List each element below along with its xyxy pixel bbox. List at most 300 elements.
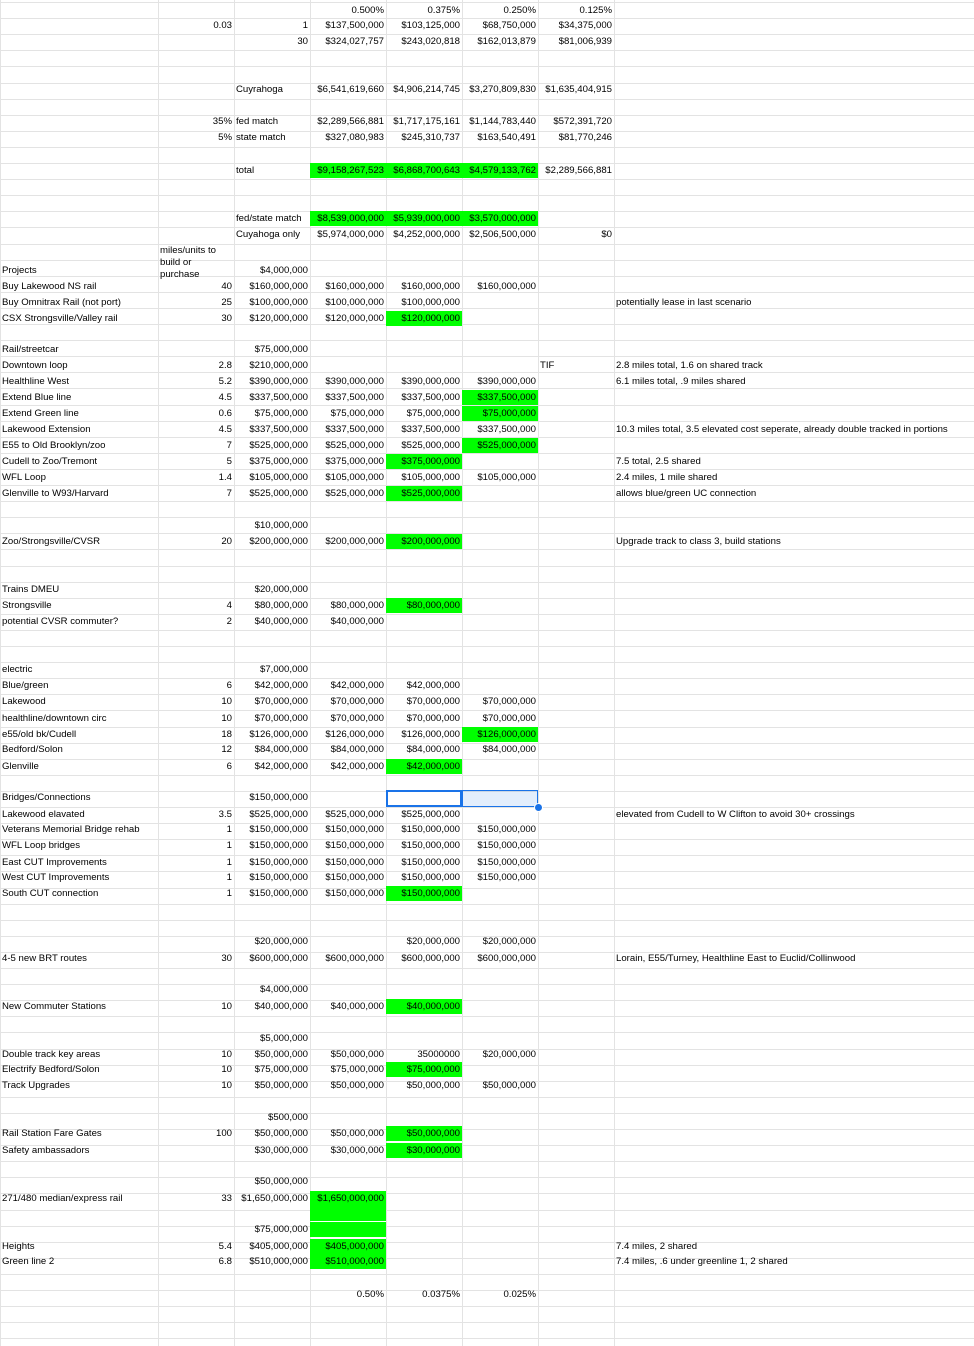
cell-scenario-2[interactable]: $105,000,000 bbox=[401, 472, 460, 483]
cell-scenario-1[interactable]: $1,650,000,000 bbox=[310, 1191, 386, 1206]
cell-scenario-1[interactable]: $105,000,000 bbox=[325, 472, 384, 483]
cell-project-name[interactable]: East CUT Improvements bbox=[2, 857, 107, 868]
cell[interactable]: $3,570,000,000 bbox=[462, 211, 538, 226]
cell[interactable]: $81,770,246 bbox=[558, 132, 612, 143]
cell-total-cost[interactable]: $525,000,000 bbox=[249, 809, 308, 820]
row-gridline bbox=[0, 66, 974, 67]
cell[interactable]: $6,541,619,660 bbox=[317, 84, 384, 95]
cell-units[interactable]: 3.5 bbox=[218, 809, 232, 820]
cell-total-cost[interactable]: $30,000,000 bbox=[254, 1145, 308, 1156]
cell-total-cost[interactable]: $42,000,000 bbox=[254, 761, 308, 772]
cell[interactable]: $245,310,737 bbox=[401, 132, 460, 143]
cell-project-name[interactable]: Buy Omnitrax Rail (not port) bbox=[2, 297, 121, 308]
cell-scenario-1[interactable]: $525,000,000 bbox=[325, 488, 384, 499]
cell-project-name[interactable]: Heights bbox=[2, 1241, 35, 1252]
cell-units[interactable]: 6.8 bbox=[218, 1256, 232, 1267]
cell-scenario-1[interactable]: $160,000,000 bbox=[325, 281, 384, 292]
cell-scenario-2[interactable]: $75,000,000 bbox=[406, 408, 460, 419]
cell-total-cost[interactable]: $150,000,000 bbox=[249, 872, 308, 883]
cell-scenario-2[interactable]: $337,500,000 bbox=[401, 392, 460, 403]
cell[interactable]: 35% bbox=[212, 116, 232, 127]
cell-scenario-3[interactable]: $600,000,000 bbox=[477, 953, 536, 964]
cell-scenario-2[interactable]: $150,000,000 bbox=[401, 840, 460, 851]
cell-project-name[interactable]: Extend Green line bbox=[2, 408, 79, 419]
cell-scenario-2[interactable]: $126,000,000 bbox=[401, 729, 460, 740]
cell-total-cost[interactable]: $126,000,000 bbox=[249, 729, 308, 740]
row-gridline bbox=[0, 904, 974, 905]
cell-project-name[interactable]: Extend Blue line bbox=[2, 392, 72, 403]
cell-units[interactable]: 1 bbox=[226, 888, 232, 899]
cell-scenario-3[interactable]: $70,000,000 bbox=[482, 713, 536, 724]
cell-scenario-1[interactable]: $337,500,000 bbox=[325, 424, 384, 435]
cell-total-cost[interactable]: $20,000,000 bbox=[254, 936, 308, 947]
cell-units[interactable]: 5.4 bbox=[218, 1241, 232, 1252]
cell-scenario-1[interactable]: $70,000,000 bbox=[330, 696, 384, 707]
cell-scenario-2[interactable]: $70,000,000 bbox=[406, 713, 460, 724]
cell-units[interactable]: 25 bbox=[221, 297, 232, 308]
cell-total-cost[interactable]: $50,000,000 bbox=[254, 1080, 308, 1091]
cell-scenario-1[interactable]: $405,000,000 bbox=[310, 1239, 386, 1254]
cell-scenario-2[interactable]: $50,000,000 bbox=[406, 1080, 460, 1091]
cell[interactable]: $1,144,783,440 bbox=[469, 116, 536, 127]
cell-project-name[interactable]: Green line 2 bbox=[2, 1256, 55, 1267]
cell-project-name[interactable]: Lakewood elavated bbox=[2, 809, 85, 820]
cell-note[interactable]: potentially lease in last scenario bbox=[616, 297, 752, 308]
cell-units[interactable]: 7 bbox=[226, 440, 232, 451]
cell-total-cost[interactable]: $525,000,000 bbox=[249, 440, 308, 451]
cell-project-name[interactable]: Healthline West bbox=[2, 376, 70, 387]
cell-scenario-2[interactable]: $525,000,000 bbox=[401, 440, 460, 451]
cell-scenario-1[interactable]: $40,000,000 bbox=[330, 1001, 384, 1012]
row-gridline bbox=[0, 1322, 974, 1323]
cell-project-name[interactable]: Rail/streetcar bbox=[2, 344, 59, 355]
cell-project-name[interactable]: WFL Loop bridges bbox=[2, 840, 81, 851]
cell-note[interactable]: Lorain, E55/Turney, Healthline East to Euclid/Collinwood bbox=[616, 953, 856, 964]
cell-units[interactable]: 4 bbox=[226, 600, 232, 611]
cell-scenario-3[interactable]: $126,000,000 bbox=[462, 727, 538, 742]
cell-scenario-1[interactable]: $42,000,000 bbox=[330, 680, 384, 691]
cell-units[interactable]: 1.4 bbox=[218, 472, 232, 483]
cell-units[interactable]: 1 bbox=[226, 824, 232, 835]
cell-scenario-2[interactable]: $200,000,000 bbox=[386, 534, 462, 549]
cell-project-name[interactable]: CSX Strongsville/Valley rail bbox=[2, 313, 118, 324]
cell-total-cost[interactable]: $75,000,000 bbox=[254, 1224, 308, 1235]
cell-scenario-1[interactable]: $150,000,000 bbox=[325, 888, 384, 899]
cell-footer-pct[interactable]: 0.0375% bbox=[422, 1289, 460, 1300]
cell-scenario-2[interactable]: $120,000,000 bbox=[386, 311, 462, 326]
cell[interactable]: 5% bbox=[218, 132, 232, 143]
cell-scenario-2[interactable]: $70,000,000 bbox=[406, 696, 460, 707]
cell-project-name[interactable]: Rail Station Fare Gates bbox=[2, 1128, 102, 1139]
cell-scenario-3[interactable]: $75,000,000 bbox=[462, 406, 538, 421]
cell-total-cost[interactable]: $210,000,000 bbox=[249, 360, 308, 371]
row-gridline bbox=[0, 920, 974, 921]
cell-scenario-3[interactable]: $150,000,000 bbox=[477, 872, 536, 883]
cell-total-cost[interactable]: $40,000,000 bbox=[254, 1001, 308, 1012]
cell-total-cost[interactable]: $70,000,000 bbox=[254, 696, 308, 707]
cell-scenario-2[interactable]: $50,000,000 bbox=[386, 1126, 462, 1141]
cell[interactable]: $572,391,720 bbox=[553, 116, 612, 127]
cell[interactable]: $103,125,000 bbox=[401, 20, 460, 31]
cell-scenario-2[interactable]: $375,000,000 bbox=[386, 454, 462, 469]
cell-total-cost[interactable]: $120,000,000 bbox=[249, 313, 308, 324]
cell-scenario-1[interactable]: $80,000,000 bbox=[330, 600, 384, 611]
cell-total-cost[interactable]: $150,000,000 bbox=[249, 792, 308, 803]
cell-scenario-2[interactable]: $42,000,000 bbox=[386, 759, 462, 774]
cell[interactable]: $5,939,000,000 bbox=[386, 211, 462, 226]
highlighted-empty-cell[interactable] bbox=[310, 1222, 386, 1237]
cell-project-name[interactable]: Double track key areas bbox=[2, 1049, 101, 1060]
cell-project-name[interactable]: Lakewood bbox=[2, 696, 46, 707]
cell-units[interactable]: 4.5 bbox=[218, 424, 232, 435]
cell-scenario-2[interactable]: $150,000,000 bbox=[401, 857, 460, 868]
cell[interactable]: $1,717,175,161 bbox=[393, 116, 460, 127]
cell[interactable]: $243,020,818 bbox=[401, 36, 460, 47]
cell-scenario-2[interactable]: 35000000 bbox=[417, 1049, 460, 1060]
cell-note[interactable]: 2.8 miles total, 1.6 on shared track bbox=[616, 360, 763, 371]
cell-scenario-1[interactable]: $337,500,000 bbox=[325, 392, 384, 403]
cell-project-name[interactable]: Strongsville bbox=[2, 600, 52, 611]
cell-scenario-3[interactable]: $70,000,000 bbox=[482, 696, 536, 707]
cell-total-cost[interactable]: $100,000,000 bbox=[249, 297, 308, 308]
cell-scenario-2[interactable]: $525,000,000 bbox=[386, 486, 462, 501]
cell[interactable]: $8,539,000,000 bbox=[310, 211, 386, 226]
cell[interactable]: $5,974,000,000 bbox=[317, 229, 384, 240]
cell-scenario-3[interactable]: $105,000,000 bbox=[477, 472, 536, 483]
cell[interactable]: 1 bbox=[302, 20, 308, 31]
row-gridline bbox=[0, 566, 974, 567]
cell-scenario-1[interactable]: $50,000,000 bbox=[330, 1128, 384, 1139]
cell-total-cost[interactable]: $75,000,000 bbox=[254, 1064, 308, 1075]
cell-units[interactable]: 10 bbox=[221, 1080, 232, 1091]
cell[interactable]: $2,289,566,881 bbox=[545, 165, 612, 176]
cell-scenario-1[interactable]: $40,000,000 bbox=[330, 616, 384, 627]
cell-scenario-2[interactable]: $150,000,000 bbox=[401, 824, 460, 835]
cell-note[interactable]: Upgrade track to class 3, build stations bbox=[616, 536, 781, 547]
cell-total-cost[interactable]: $150,000,000 bbox=[249, 857, 308, 868]
cell-scenario-1[interactable]: $126,000,000 bbox=[325, 729, 384, 740]
cell-scenario-2[interactable]: $80,000,000 bbox=[386, 598, 462, 613]
cell-project-name[interactable]: Safety ambassadors bbox=[2, 1145, 90, 1156]
cell-total-cost[interactable]: $500,000 bbox=[267, 1112, 308, 1123]
cell-units[interactable]: 7 bbox=[226, 488, 232, 499]
cell-scenario-2[interactable]: $390,000,000 bbox=[401, 376, 460, 387]
cell-scenario-1[interactable]: $50,000,000 bbox=[330, 1049, 384, 1060]
cell[interactable]: $2,289,566,881 bbox=[317, 116, 384, 127]
cell-scenario-1[interactable]: $150,000,000 bbox=[325, 840, 384, 851]
row-gridline bbox=[0, 1210, 974, 1211]
cell-units[interactable]: 2.8 bbox=[218, 360, 232, 371]
cell[interactable]: miles/units to bbox=[160, 245, 216, 256]
cell-total-cost[interactable]: $80,000,000 bbox=[254, 600, 308, 611]
cell[interactable]: $68,750,000 bbox=[482, 20, 536, 31]
cell-note[interactable]: 2.4 miles, 1 mile shared bbox=[616, 472, 718, 483]
cell[interactable]: $2,506,500,000 bbox=[469, 229, 536, 240]
cell-units[interactable]: 6 bbox=[226, 761, 232, 772]
cell-scenario-2[interactable]: $337,500,000 bbox=[401, 424, 460, 435]
row-gridline bbox=[0, 775, 974, 776]
cell-total-cost[interactable]: $375,000,000 bbox=[249, 456, 308, 467]
cell-total-cost[interactable]: $510,000,000 bbox=[249, 1256, 308, 1267]
cell-units[interactable]: 30 bbox=[221, 313, 232, 324]
cell-footer-pct[interactable]: 0.50% bbox=[356, 1289, 384, 1300]
cell-scenario-2[interactable]: $42,000,000 bbox=[406, 680, 460, 691]
cell-project-name[interactable]: Track Upgrades bbox=[2, 1080, 70, 1091]
cell-total-cost[interactable]: $1,650,000,000 bbox=[241, 1193, 308, 1204]
cell-scenario-3[interactable]: $160,000,000 bbox=[477, 281, 536, 292]
cell-units[interactable]: 40 bbox=[221, 281, 232, 292]
cell-project-name[interactable]: Zoo/Strongsville/CVSR bbox=[2, 536, 101, 547]
cell-scenario-1[interactable]: $375,000,000 bbox=[325, 456, 384, 467]
cell-total-cost[interactable]: $84,000,000 bbox=[254, 744, 308, 755]
cell-scenario-2[interactable]: $40,000,000 bbox=[386, 999, 462, 1014]
cell-scenario-3[interactable]: $50,000,000 bbox=[482, 1080, 536, 1091]
cell-scenario-3[interactable]: $525,000,000 bbox=[462, 438, 538, 453]
active-cell-selection[interactable] bbox=[386, 790, 462, 807]
row-gridline bbox=[0, 179, 974, 180]
cell-units[interactable]: 1 bbox=[226, 872, 232, 883]
cell-pct-header[interactable]: 0.500% bbox=[351, 5, 384, 16]
cell-units[interactable]: 20 bbox=[221, 536, 232, 547]
cell-total-cost[interactable]: $70,000,000 bbox=[254, 713, 308, 724]
cell-units[interactable]: 10 bbox=[221, 1064, 232, 1075]
cell-project-name[interactable]: electric bbox=[2, 664, 33, 675]
cell-project-name[interactable]: Bedford/Solon bbox=[2, 744, 63, 755]
cell-scenario-1[interactable]: $510,000,000 bbox=[310, 1254, 386, 1269]
cell[interactable]: $163,540,491 bbox=[477, 132, 536, 143]
cell-scenario-2[interactable]: $150,000,000 bbox=[401, 872, 460, 883]
cell-total-cost[interactable]: $160,000,000 bbox=[249, 281, 308, 292]
cell-note[interactable]: allows blue/green UC connection bbox=[616, 488, 757, 499]
cell-scenario-3[interactable]: $150,000,000 bbox=[477, 824, 536, 835]
cell-project-name[interactable]: Cudell to Zoo/Tremont bbox=[2, 456, 98, 467]
cell-scenario-3[interactable]: $337,500,000 bbox=[477, 424, 536, 435]
cell-total-cost[interactable]: $10,000,000 bbox=[254, 520, 308, 531]
cell-units[interactable]: 1 bbox=[226, 840, 232, 851]
cell-units[interactable]: 10 bbox=[221, 1049, 232, 1060]
cell-project-name[interactable]: potential CVSR commuter? bbox=[2, 616, 119, 627]
cell[interactable]: $34,375,000 bbox=[558, 20, 612, 31]
cell-scenario-1[interactable]: $390,000,000 bbox=[325, 376, 384, 387]
cell-scenario-1[interactable]: $70,000,000 bbox=[330, 713, 384, 724]
cell-units[interactable]: 5.2 bbox=[218, 376, 232, 387]
cell-units[interactable]: 2 bbox=[226, 616, 232, 627]
cell[interactable]: fed match bbox=[236, 116, 279, 127]
cell-scenario-3[interactable]: $337,500,000 bbox=[462, 390, 538, 405]
cell[interactable]: $4,906,214,745 bbox=[393, 84, 460, 95]
cell-scenario-1[interactable]: $84,000,000 bbox=[330, 744, 384, 755]
cell-footer-pct[interactable]: 0.025% bbox=[503, 1289, 536, 1300]
cell[interactable]: $162,013,879 bbox=[477, 36, 536, 47]
cell[interactable]: Cuyahoga only bbox=[236, 229, 301, 240]
cell-units[interactable]: 10 bbox=[221, 713, 232, 724]
cell-total-cost[interactable]: $150,000,000 bbox=[249, 840, 308, 851]
cell-pct-header[interactable]: 0.125% bbox=[579, 5, 612, 16]
cell-project-name[interactable]: New Commuter Stations bbox=[2, 1001, 106, 1012]
cell-scenario-3[interactable]: $150,000,000 bbox=[477, 840, 536, 851]
cell-scenario-1[interactable]: $150,000,000 bbox=[325, 872, 384, 883]
cell-scenario-1[interactable]: $200,000,000 bbox=[325, 536, 384, 547]
cell-total-cost[interactable]: $405,000,000 bbox=[249, 1241, 308, 1252]
cell-note[interactable]: 7.5 total, 2.5 shared bbox=[616, 456, 701, 467]
cell-scenario-1[interactable]: $30,000,000 bbox=[330, 1145, 384, 1156]
cell[interactable]: 30 bbox=[297, 36, 308, 47]
cell[interactable]: $4,252,000,000 bbox=[393, 229, 460, 240]
cell[interactable]: $1,635,404,915 bbox=[545, 84, 612, 95]
cell-note[interactable]: 6.1 miles total, .9 miles shared bbox=[616, 376, 746, 387]
cell-note[interactable]: 7.4 miles, .6 under greenline 1, 2 shared bbox=[616, 1256, 788, 1267]
cell-units[interactable]: 10 bbox=[221, 1001, 232, 1012]
cell-scenario-1[interactable]: $120,000,000 bbox=[325, 313, 384, 324]
cell-note[interactable]: elevated from Cudell to W Clifton to avoid 30+ crossings bbox=[616, 809, 855, 820]
cell-scenario-3[interactable]: $84,000,000 bbox=[482, 744, 536, 755]
cell-project-name[interactable]: Glenville to W93/Harvard bbox=[2, 488, 109, 499]
cell-project-name[interactable]: 4-5 new BRT routes bbox=[2, 953, 87, 964]
cell-scenario-1[interactable]: $525,000,000 bbox=[325, 809, 384, 820]
cell-units[interactable]: 10 bbox=[221, 696, 232, 707]
row-gridline bbox=[0, 1226, 974, 1227]
cell-total-cost[interactable]: $40,000,000 bbox=[254, 616, 308, 627]
cell-total-cost[interactable]: $7,000,000 bbox=[259, 664, 308, 675]
cell-project-name[interactable]: E55 to Old Brooklyn/zoo bbox=[2, 440, 106, 451]
cell[interactable]: build or bbox=[160, 257, 192, 268]
cell-units[interactable]: 18 bbox=[221, 729, 232, 740]
cell-project-name[interactable]: e55/old bk/Cudell bbox=[2, 729, 77, 740]
cell-total-cost[interactable]: $390,000,000 bbox=[249, 376, 308, 387]
cell-project-name[interactable]: Buy Lakewood NS rail bbox=[2, 281, 97, 292]
cell-total-cost[interactable]: $150,000,000 bbox=[249, 824, 308, 835]
cell-scenario-2[interactable]: $160,000,000 bbox=[401, 281, 460, 292]
cell-tif[interactable]: TIF bbox=[540, 360, 555, 371]
cell[interactable]: $4,579,133,762 bbox=[462, 163, 538, 178]
cell-units[interactable]: 12 bbox=[221, 744, 232, 755]
cell-scenario-1[interactable]: $50,000,000 bbox=[330, 1080, 384, 1091]
cell-total-cost[interactable]: $42,000,000 bbox=[254, 680, 308, 691]
cell-project-name[interactable]: Lakewood Extension bbox=[2, 424, 91, 435]
cell-project-name[interactable]: Glenville bbox=[2, 761, 39, 772]
cell-total-cost[interactable]: $337,500,000 bbox=[249, 424, 308, 435]
cell-pct-header[interactable]: 0.375% bbox=[427, 5, 460, 16]
cell[interactable]: total bbox=[236, 165, 255, 176]
cell[interactable]: $137,500,000 bbox=[325, 20, 384, 31]
cell[interactable]: $0 bbox=[601, 229, 612, 240]
fill-handle[interactable] bbox=[534, 803, 543, 812]
cell-scenario-1[interactable]: $75,000,000 bbox=[330, 408, 384, 419]
cell-total-cost[interactable]: $50,000,000 bbox=[254, 1128, 308, 1139]
row-gridline bbox=[0, 50, 974, 51]
cell-scenario-2[interactable]: $75,000,000 bbox=[386, 1062, 462, 1077]
cell-note[interactable]: 7.4 miles, 2 shared bbox=[616, 1241, 698, 1252]
selected-range[interactable] bbox=[462, 790, 538, 807]
cell[interactable]: Cuyrahoga bbox=[236, 84, 283, 95]
cell[interactable]: 0.03 bbox=[213, 20, 232, 31]
cell-units[interactable]: 1 bbox=[226, 857, 232, 868]
cell-scenario-3[interactable]: $20,000,000 bbox=[482, 936, 536, 947]
cell-scenario-2[interactable]: $30,000,000 bbox=[386, 1143, 462, 1158]
cell-scenario-1[interactable]: $150,000,000 bbox=[325, 857, 384, 868]
cell-total-cost[interactable]: $150,000,000 bbox=[249, 888, 308, 899]
cell-units[interactable]: 5 bbox=[226, 456, 232, 467]
cell-scenario-1[interactable]: $600,000,000 bbox=[325, 953, 384, 964]
cell-project-name[interactable]: West CUT Improvements bbox=[2, 872, 110, 883]
cell-project-name[interactable]: Blue/green bbox=[2, 680, 49, 691]
row-gridline bbox=[0, 968, 974, 969]
cell-project-name[interactable]: 271/480 median/express rail bbox=[2, 1193, 123, 1204]
cell[interactable]: $324,027,757 bbox=[325, 36, 384, 47]
cell-scenario-1[interactable]: $150,000,000 bbox=[325, 824, 384, 835]
cell-pct-header[interactable]: 0.250% bbox=[503, 5, 536, 16]
cell-scenario-1[interactable]: $525,000,000 bbox=[325, 440, 384, 451]
cell[interactable]: $6,868,700,643 bbox=[386, 163, 462, 178]
cell[interactable]: $3,270,809,830 bbox=[469, 84, 536, 95]
cell[interactable]: state match bbox=[236, 132, 286, 143]
row-gridline bbox=[0, 1097, 974, 1098]
cell-project-name[interactable]: Veterans Memorial Bridge rehab bbox=[2, 824, 140, 835]
cell-scenario-3[interactable]: $390,000,000 bbox=[477, 376, 536, 387]
cell-scenario-1[interactable]: $42,000,000 bbox=[330, 761, 384, 772]
cell-total-cost[interactable]: $105,000,000 bbox=[249, 472, 308, 483]
cell-units[interactable]: 30 bbox=[221, 953, 232, 964]
cell-units[interactable]: 33 bbox=[221, 1193, 232, 1204]
cell-units[interactable]: 0.6 bbox=[218, 408, 232, 419]
cell-total-cost[interactable]: $4,000,000 bbox=[259, 984, 308, 995]
cell-units[interactable]: 6 bbox=[226, 680, 232, 691]
row-gridline bbox=[0, 147, 974, 148]
cell-total-cost[interactable]: $200,000,000 bbox=[249, 536, 308, 547]
cell[interactable]: Projects bbox=[2, 265, 37, 276]
cell[interactable]: $81,006,939 bbox=[558, 36, 612, 47]
highlighted-empty-cell[interactable] bbox=[310, 1206, 386, 1221]
cell-total-cost[interactable]: $75,000,000 bbox=[254, 408, 308, 419]
cell[interactable]: $9,158,267,523 bbox=[310, 163, 386, 178]
cell-total-cost[interactable]: $75,000,000 bbox=[254, 344, 308, 355]
row-gridline bbox=[0, 1113, 974, 1114]
cell-total-cost[interactable]: $337,500,000 bbox=[249, 392, 308, 403]
cell-project-name[interactable]: healthline/downtown circ bbox=[2, 713, 107, 724]
cell-scenario-2[interactable]: $100,000,000 bbox=[401, 297, 460, 308]
row-gridline bbox=[0, 1161, 974, 1162]
cell-scenario-2[interactable]: $525,000,000 bbox=[401, 809, 460, 820]
cell-units[interactable]: 100 bbox=[215, 1128, 232, 1139]
cell-scenario-2[interactable]: $20,000,000 bbox=[406, 936, 460, 947]
cell[interactable]: fed/state match bbox=[236, 213, 302, 224]
cell-scenario-1[interactable]: $75,000,000 bbox=[330, 1064, 384, 1075]
cell-project-name[interactable]: Trains DMEU bbox=[2, 584, 60, 595]
cell-total-cost[interactable]: $50,000,000 bbox=[254, 1049, 308, 1060]
cell-scenario-1[interactable]: $100,000,000 bbox=[325, 297, 384, 308]
cell-note[interactable]: 10.3 miles total, 3.5 elevated cost seperate, already double tracked in portions bbox=[616, 424, 948, 435]
cell[interactable]: purchase bbox=[160, 269, 200, 280]
cell-total-cost[interactable]: $20,000,000 bbox=[254, 584, 308, 595]
cell-scenario-3[interactable]: $150,000,000 bbox=[477, 857, 536, 868]
cell-total-cost[interactable]: $600,000,000 bbox=[249, 953, 308, 964]
cell-total-cost[interactable]: $525,000,000 bbox=[249, 488, 308, 499]
cell-total-cost[interactable]: $50,000,000 bbox=[254, 1176, 308, 1187]
cell-scenario-2[interactable]: $600,000,000 bbox=[401, 953, 460, 964]
cell[interactable]: $4,000,000 bbox=[259, 265, 308, 276]
cell-total-cost[interactable]: $5,000,000 bbox=[259, 1033, 308, 1044]
cell-project-name[interactable]: Electrify Bedford/Solon bbox=[2, 1064, 100, 1075]
cell-project-name[interactable]: Downtown loop bbox=[2, 360, 68, 371]
cell[interactable]: $327,080,983 bbox=[325, 132, 384, 143]
cell-project-name[interactable]: Bridges/Connections bbox=[2, 792, 91, 803]
cell-project-name[interactable]: WFL Loop bbox=[2, 472, 46, 483]
cell-scenario-2[interactable]: $150,000,000 bbox=[386, 886, 462, 901]
cell-scenario-2[interactable]: $84,000,000 bbox=[406, 744, 460, 755]
cell-scenario-3[interactable]: $20,000,000 bbox=[482, 1049, 536, 1060]
cell-units[interactable]: 4.5 bbox=[218, 392, 232, 403]
cell-project-name[interactable]: South CUT connection bbox=[2, 888, 99, 899]
